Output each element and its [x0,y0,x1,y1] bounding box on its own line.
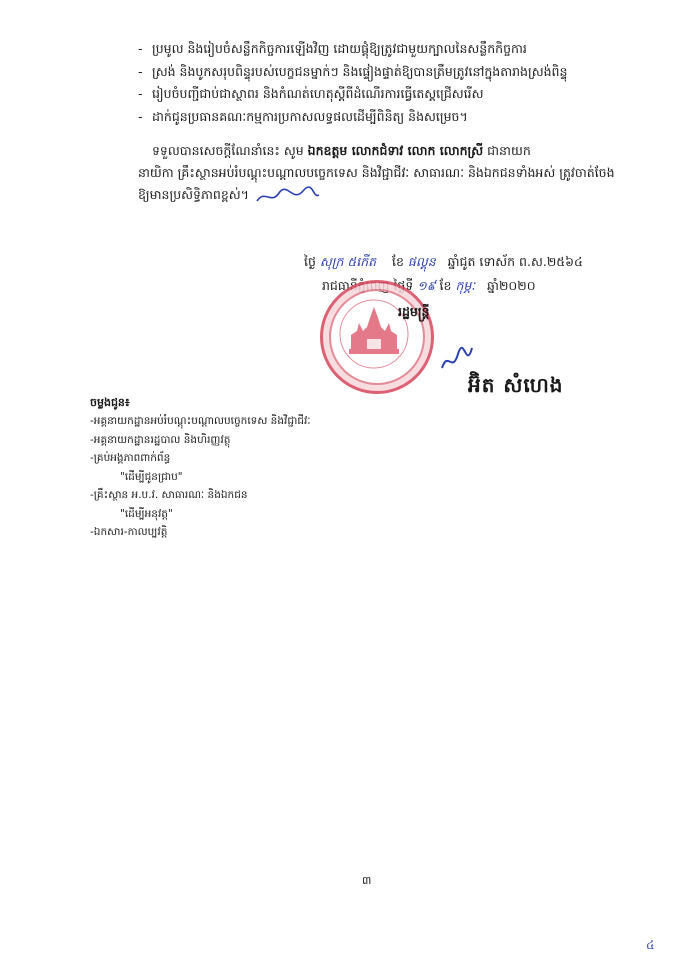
cc-item: -ឯកសារ-កាលប្បវត្តិ [90,526,168,538]
cc-item: "ដើម្បីអនុវត្ត" [120,507,173,520]
bullet-item: - រៀបចំបញ្ជីជាប់ជាស្ថាពរ និងកំណត់ហេតុស្ដីពីដំណើរការធ្វើតេស្តជ្រើសរើស [138,86,484,101]
cc-item: "ដើម្បីជូនជ្រាប" [120,470,183,483]
handwritten-signature [438,340,478,376]
bullet-item: - ស្រង់ និងបូកសរុបពិន្ទុរបស់បេក្ខជនម្នាក់ៗ និងផ្ទៀងផ្ទាត់ឱ្យបានត្រឹមត្រូវនៅក្នុងតារាងស្រង់ពិន្ទុ [138,63,568,79]
cc-item: -គ្រឹះស្ថាន អ.ប.វ. សាធារណៈ និងឯកជន [90,489,248,501]
cc-item: -អគ្គនាយកដ្ឋានរដ្ឋបាល និងហិរញ្ញវត្ថុ [90,433,231,446]
cc-item: -អគ្គនាយកដ្ឋានអប់រំបណ្ដុះបណ្ដាលបច្ចេកទេស និងវិជ្ជាជីវៈ [90,415,311,427]
signer-name: អ៊ិត សំហេង [468,373,564,397]
cc-item: -គ្រប់អង្គភាពពាក់ព័ន្ធ [90,452,171,464]
corner-handwritten-mark: ៤ [646,938,655,952]
solar-date-line: រាជធានីភ្នំពេញ ថ្ងៃទី ១៩ ខែ កុម្ភៈ ឆ្នាំ២០២០ [322,278,536,293]
bullet-item: - ប្រមូល និងរៀបចំសន្លឹកកិច្ចការឡើងវិញ ដោយផ្ដុំឱ្យត្រូវជាមួយក្បាលនៃសន្លឹកកិច្ចការ [138,41,527,56]
closing-paragraph-line-1: ទទួលបានសេចក្ដីណែនាំនេះ សូម ឯកឧត្ដម លោកជំទាវ លោក លោកស្រី ជានាយក [152,143,531,158]
signer-title: រដ្ឋមន្ត្រី [398,304,430,319]
handwritten-initials [253,185,323,207]
official-seal [320,280,434,394]
cc-list [90,412,311,542]
closing-paragraph-line-3: ឱ្យមានប្រសិទ្ធិភាពខ្ពស់។ [138,184,658,207]
lunar-date-line: ថ្ងៃ សុក្រ ៥កើត ខែ ផល្គុន ឆ្នាំជូត ទោស័ក ព.ស.២៥៦៤ [304,254,583,269]
handwritten-lunar-day: សុក្រ ៥កើត [319,254,377,269]
handwritten-solar-day: ១៩ [417,278,436,293]
cc-heading: ចម្លងជូន៖ [90,396,130,409]
page-number: ៣ [362,874,372,887]
closing-paragraph-line-2: នាយិកា គ្រឹះស្ថានអប់រំបណ្ដុះបណ្ដាលបច្ចេកទេស និងវិជ្ជាជីវៈ សាធារណៈ និងឯកជនទាំងអស់ ត្រូវចាត់ចែង [138,165,615,180]
handwritten-lunar-month: ផល្គុន [407,254,436,269]
angkor-wat-emblem-icon [323,283,425,385]
bullet-item: - ដាក់ជូនប្រធានគណៈកម្មការប្រកាសលទ្ធផលដើម្បីពិនិត្យ និងសម្រេច។ [138,108,468,124]
handwritten-solar-month: កុម្ភៈ [455,278,476,293]
instruction-bullets [138,38,648,128]
